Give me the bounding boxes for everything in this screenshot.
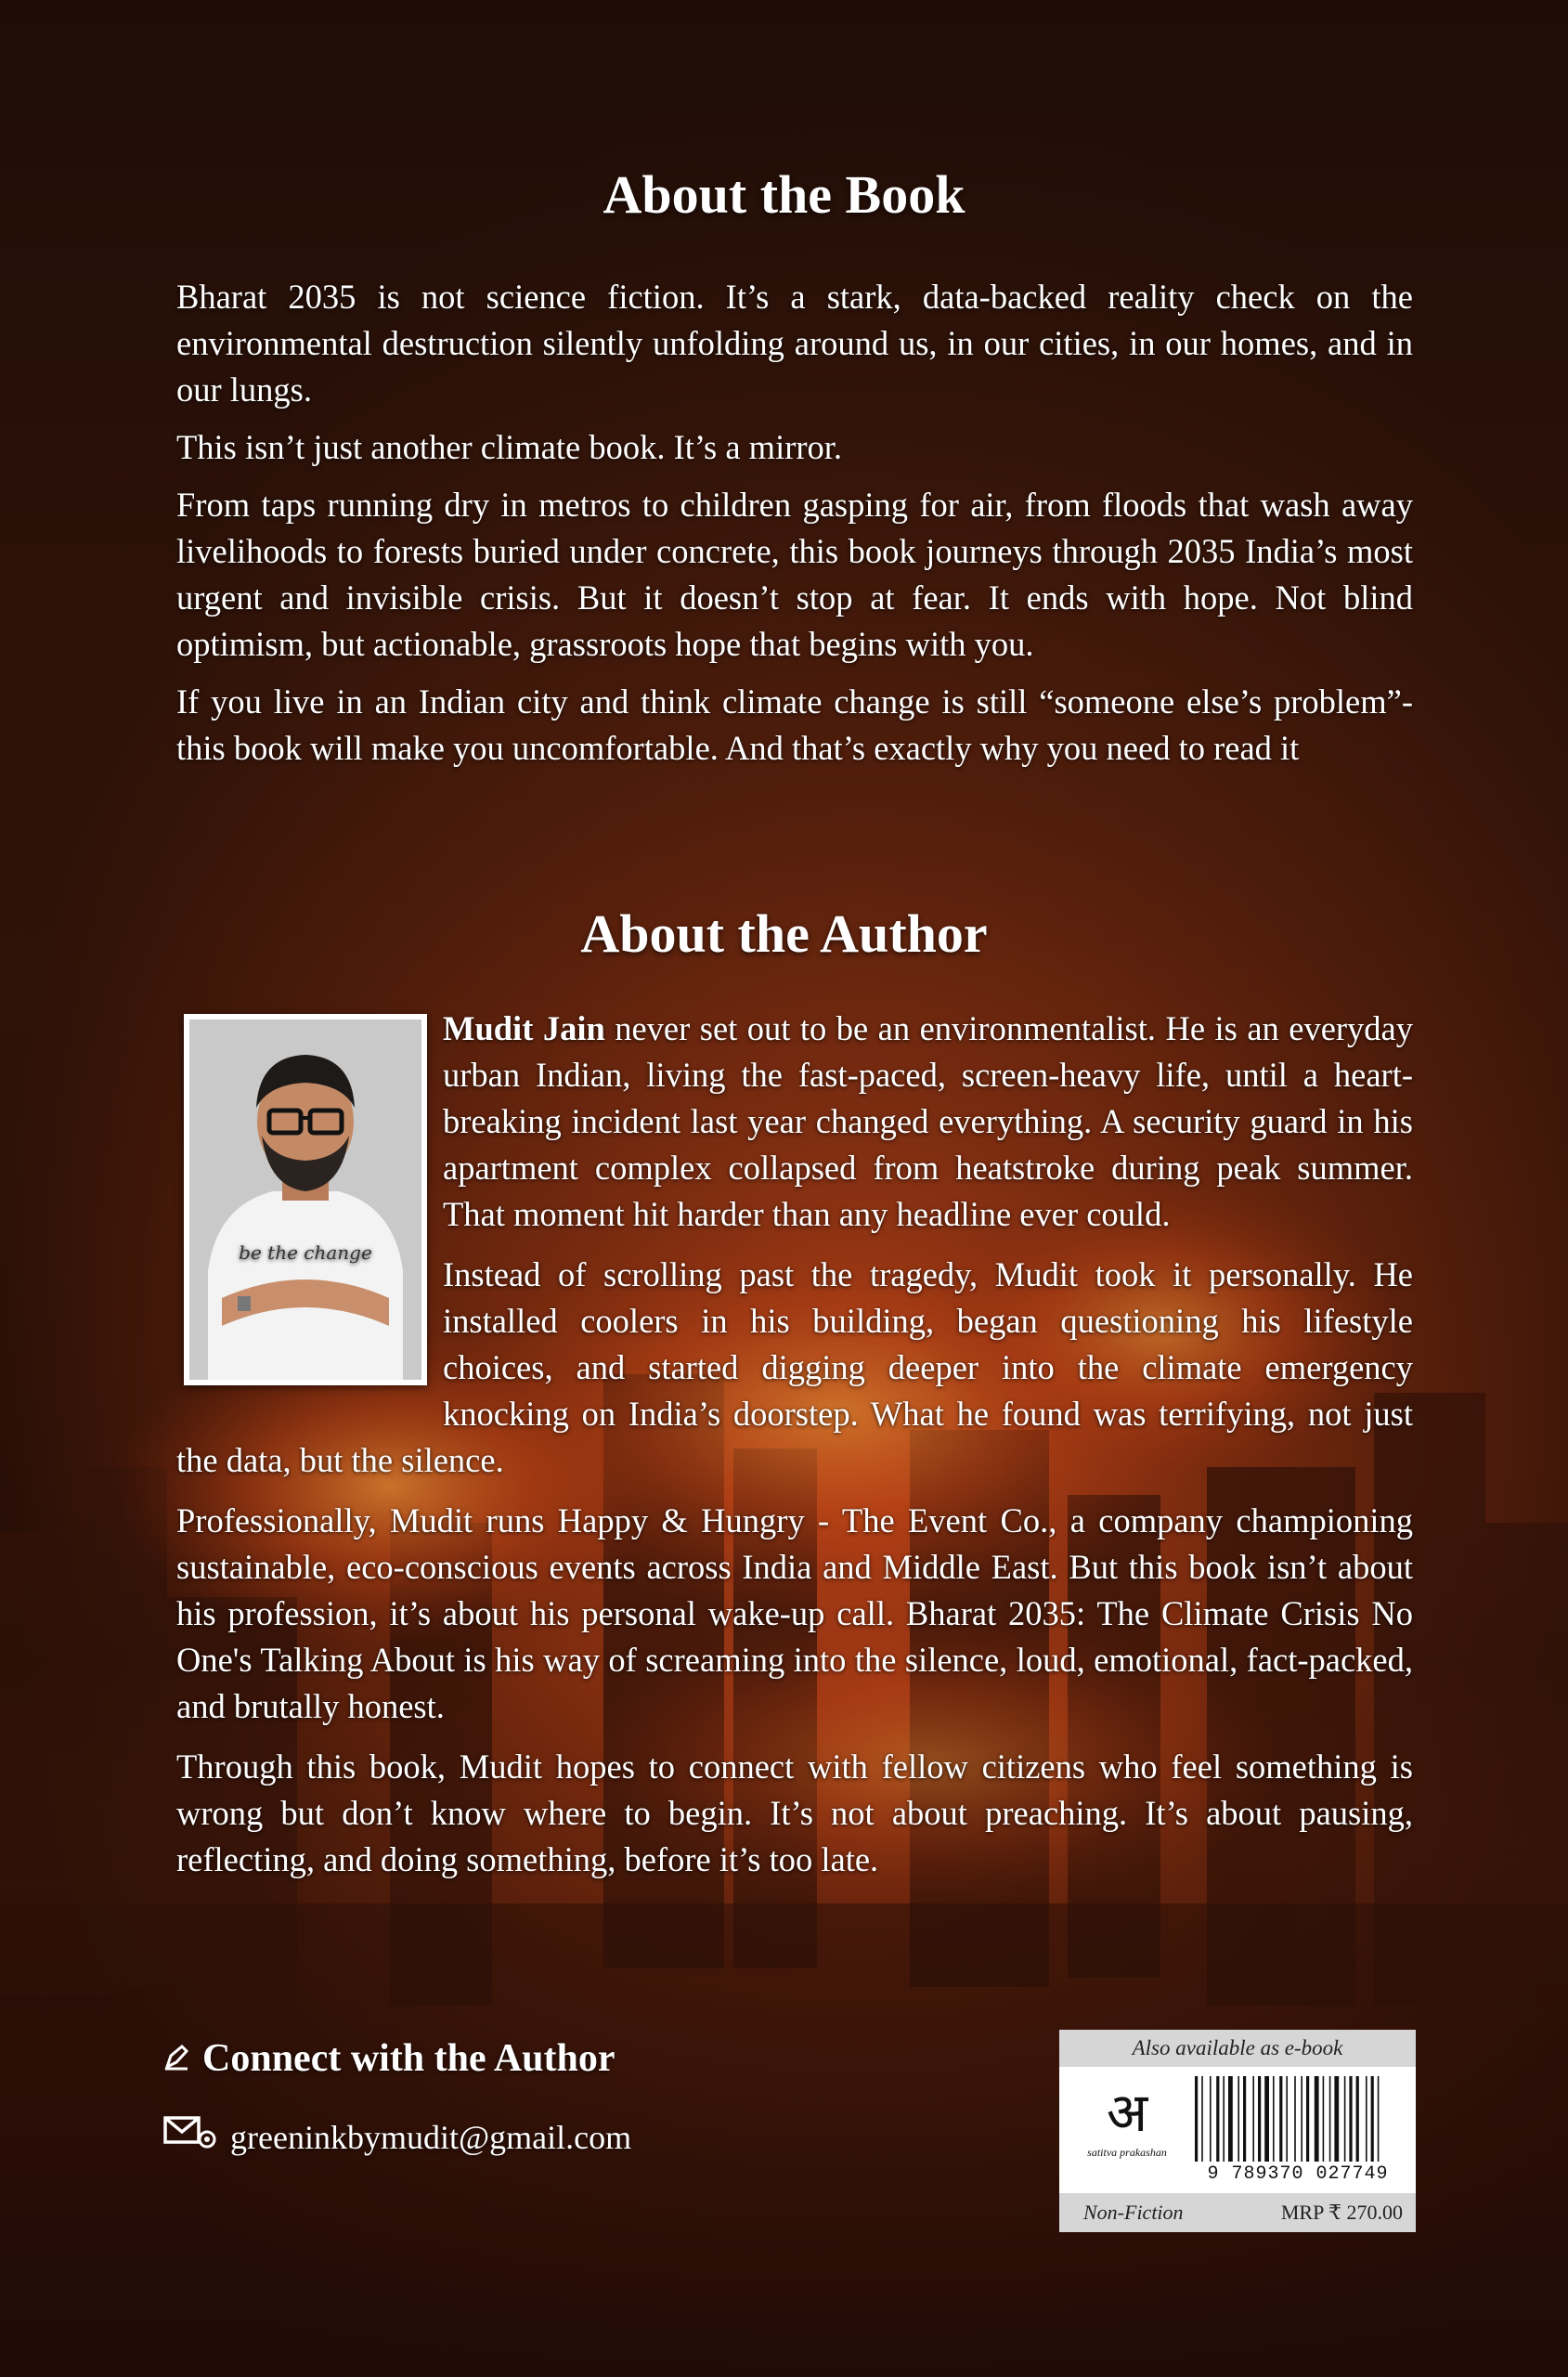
ebook-availability-label: Also available as e-book [1059,2030,1416,2067]
about-book-paragraph: From taps running dry in metros to children gasping for air, from floods that wash away livelihoods to forests buried under concrete, this book journeys through 2035 India’s most urgent and invisible crisis. But it doesn’t stop at fear. It ends with hope. Not blind optimism, but actionable, grassroots hope that begins with you. [176,486,1413,663]
barcode-bar [1378,2076,1380,2162]
connect-title: Connect with the Author [202,2037,616,2080]
barcode-bar [1356,2076,1359,2162]
barcode-bars [1191,2076,1405,2162]
barcode-bar [1315,2076,1319,2162]
barcode-bar [1243,2076,1246,2162]
envelope-at-icon [163,2115,217,2159]
barcode-box [1059,2030,1416,2232]
barcode-bar [1258,2076,1261,2162]
barcode-bar [1223,2076,1225,2162]
about-book-paragraph: This isn’t just another climate book. It’s a mirror. [176,428,843,466]
about-author-title: About the Author [580,903,988,964]
barcode-bar [1294,2076,1296,2162]
email-row[interactable] [163,2115,631,2159]
barcode-bar [1301,2076,1302,2162]
publisher-name: satitva prakashan [1087,2146,1167,2159]
tshirt-slogan: be the change [239,1241,372,1264]
author-intro: never set out to be an environmentalist. He is an everyday urban Indian, living the fast-paced, screen-heavy life, until a heart-breaking incident last year changed everything. A security guard in his apartment complex collapsed from heatstroke during peak summer. That moment hit harder than any headline ever could. [443,1009,1413,1233]
barcode-bar [1252,2076,1254,2162]
author-paragraph: Instead of scrolling past the tragedy, Mudit took it personally. He installed coolers in his building, began questioning his lifestyle choices, and started digging deeper into the climate emergency knocking on India’s doorstep. What he found was terrifying, not just the data, but the silence. [176,1255,1413,1479]
author-paragraph: Through this book, Mudit hopes to connect with fellow citizens who feel something is wrong but don’t know where to begin. It’s not about preaching. It’s about pausing, reflecting, and doing something, before it’s too late. [176,1747,1413,1878]
connect-heading [163,2036,616,2081]
isbn-digits: 9 789370 027749 [1207,2163,1389,2185]
barcode-bar [1306,2076,1309,2162]
barcode-bar [1371,2076,1374,2162]
author-paragraph: Professionally, Mudit runs Happy & Hungry - The Event Co., a company championing sustainable, eco-conscious events across India and Middle East. But this book isn’t about his profession, it’s about his personal wake-up call. Bharat 2035: The Climate Crisis No One's Talking About is his way of screaming into the silence, loud, emotional, fact-packed, and brutally honest. [176,1501,1413,1725]
author-photo [184,1014,427,1385]
author-email[interactable]: greeninkbymudit@gmail.com [230,2118,632,2156]
about-author-body [176,1006,1413,1897]
barcode-bar [1238,2076,1239,2162]
about-book-paragraph: If you live in an Indian city and think climate change is still “someone else’s problem”- this book will make you uncomfortable. And that’s exactly why you need to read it [176,682,1413,767]
publisher-logo [1076,2080,1178,2182]
barcode-bar [1329,2076,1331,2162]
about-book-body [176,274,1413,783]
barcode-bar [1349,2076,1352,2162]
author-name: Mudit Jain [443,1009,605,1047]
pen-hand-icon [163,2036,191,2081]
barcode-bar [1323,2076,1325,2162]
barcode-bar [1228,2076,1233,2162]
book-category: Non-Fiction [1083,2201,1184,2224]
book-price: MRP ₹ 270.00 [1280,2201,1403,2224]
barcode-bar [1334,2076,1339,2162]
barcode-bar [1201,2076,1203,2162]
barcode-bar [1195,2076,1198,2162]
isbn-barcode [1191,2076,1405,2188]
publisher-logo-glyph: अ [1106,2081,1148,2144]
barcode-bar [1279,2076,1282,2162]
barcode-bar [1210,2076,1212,2162]
barcode-bar [1286,2076,1288,2162]
barcode-bar [1366,2076,1367,2162]
about-book-title: About the Book [603,164,965,225]
about-book-paragraph: Bharat 2035 is not science fiction. It’s a stark, data-backed reality check on the environmental destruction silently unfolding around us, in our cities, in our homes, and in our lungs. [176,278,1413,409]
barcode-bar [1264,2076,1269,2162]
barcode-bar [1344,2076,1346,2162]
barcode-bar [1273,2076,1275,2162]
barcode-bar [1216,2076,1219,2162]
